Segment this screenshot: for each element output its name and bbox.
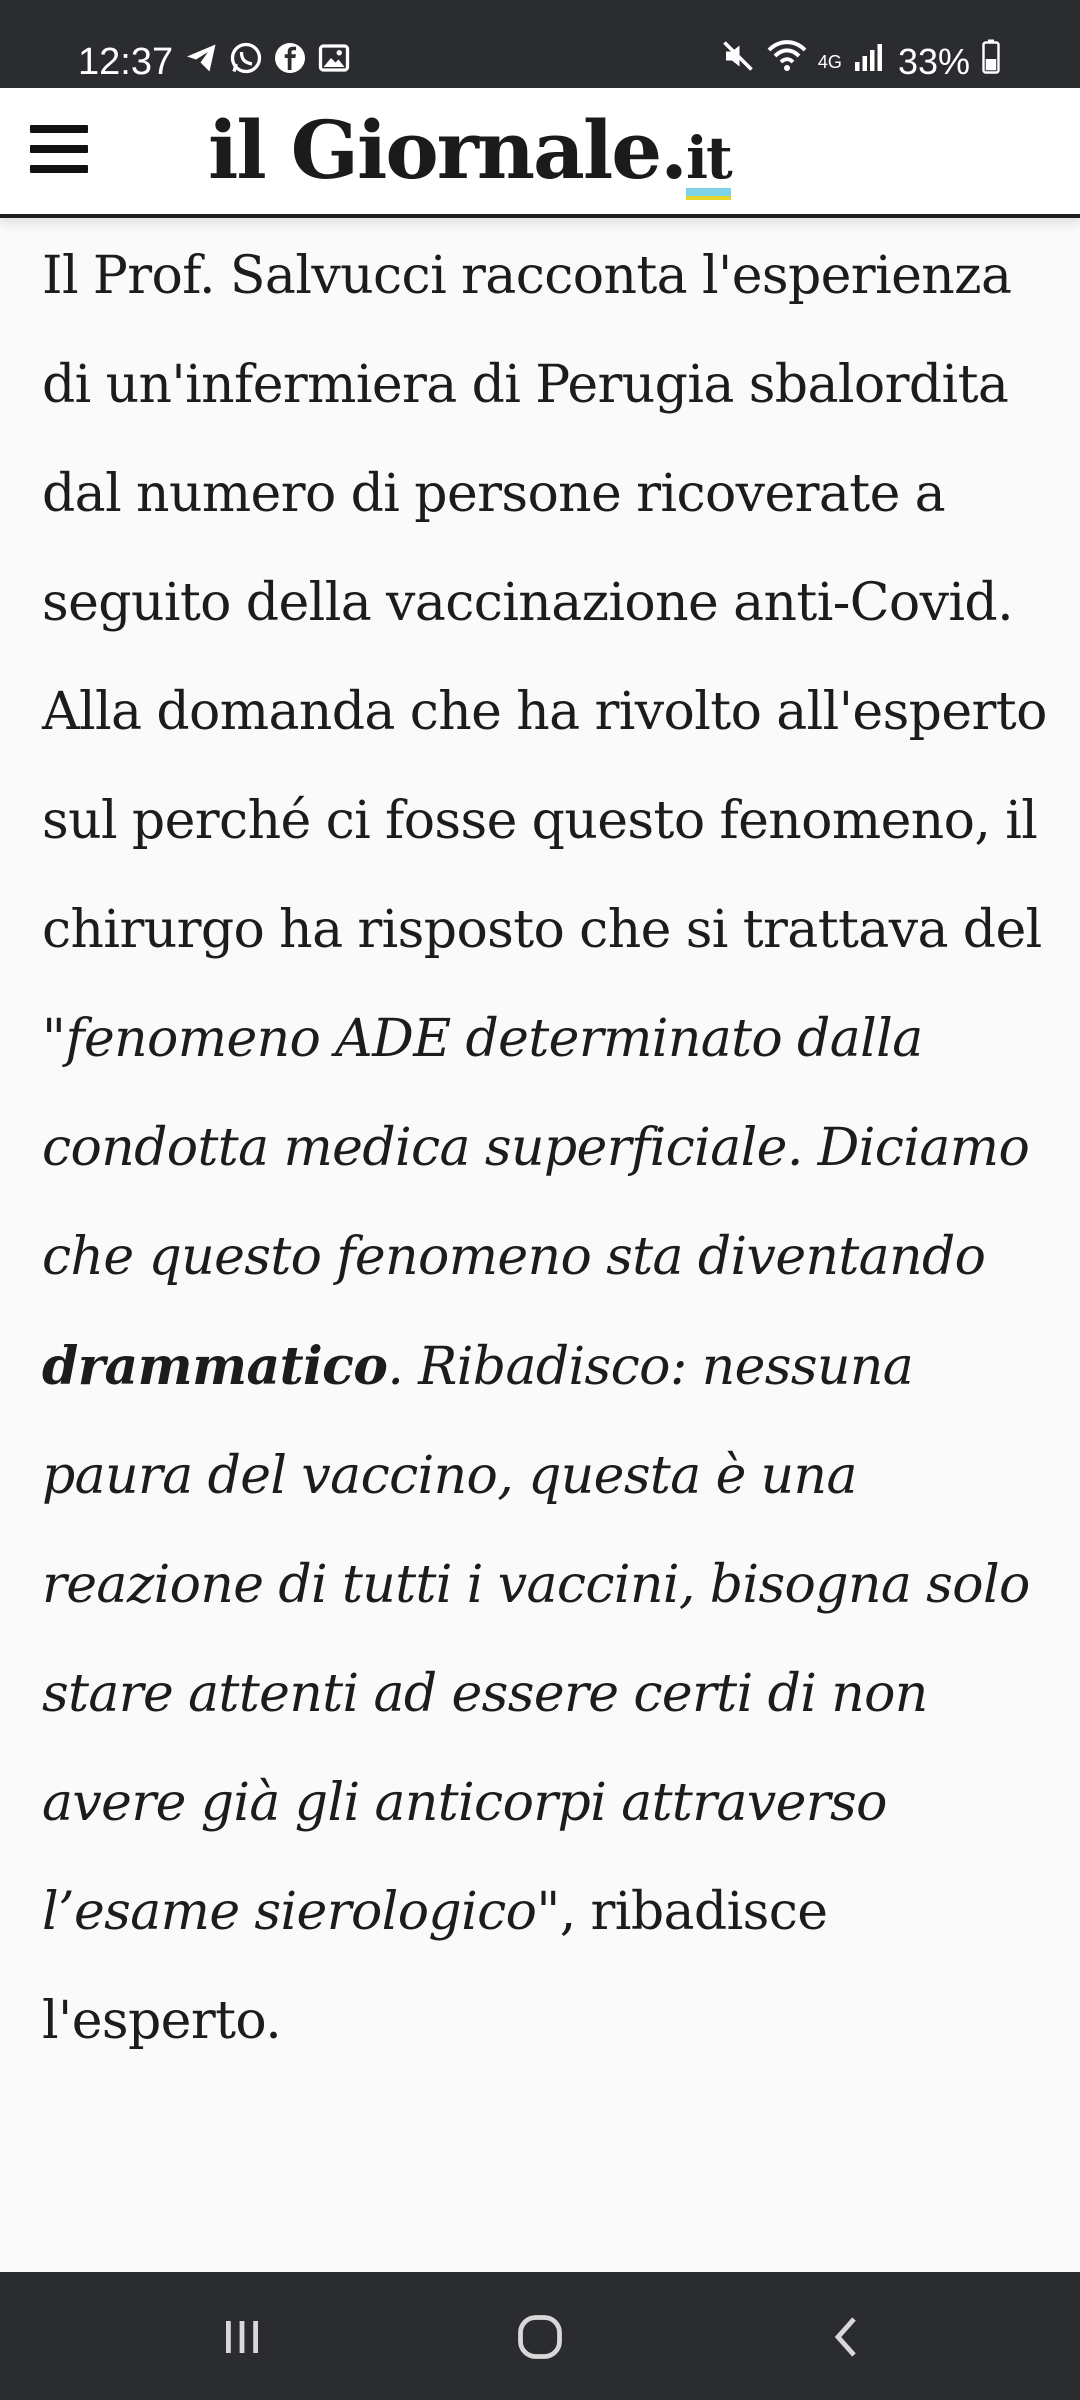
article-body — [42, 222, 1052, 2076]
article-paragraph — [42, 222, 1052, 2076]
status-time: 12:37 — [78, 41, 174, 83]
navigation-bar — [0, 2272, 1080, 2400]
site-logo[interactable] — [208, 98, 731, 202]
logo-name: il Giornale — [208, 103, 661, 197]
mute-icon — [720, 38, 756, 86]
recent-apps-icon[interactable] — [202, 2302, 282, 2372]
status-notification-icons — [184, 40, 352, 81]
whatsapp-icon — [228, 40, 264, 81]
home-icon[interactable] — [500, 2302, 580, 2372]
wifi-icon — [766, 38, 808, 86]
next-paragraph-cutoff — [42, 2232, 1052, 2272]
gallery-icon — [316, 40, 352, 81]
quote-text: fenomeno ADE determinato dalla condotta medica superficiale. Diciamo che questo fenomeno sta diventando — [42, 1009, 1030, 1287]
quote-bold-word: drammatico — [42, 1336, 388, 1397]
logo-dot: . — [660, 103, 686, 197]
paragraph-ending: ", ribadisce l'esperto. — [42, 1882, 828, 2051]
facebook-icon — [272, 40, 308, 81]
paragraph-text: Il Prof. Salvucci racconta l'esperienza di un'infermiera di Perugia sbalordita dal numero di persone ricoverate a seguito della vaccinazione anti-Covid. Alla domanda che ha rivolto all'esperto sul perché ci fosse questo fenomeno, il chirurgo ha risposto che si trattava del " — [42, 246, 1047, 1069]
hamburger-menu-icon[interactable] — [30, 121, 88, 177]
telegram-icon — [184, 40, 220, 81]
status-system-icons — [720, 38, 1002, 86]
signal-icon — [852, 38, 888, 86]
battery-percentage: 33% — [897, 41, 970, 82]
status-bar — [0, 0, 1080, 88]
quote-text-continued: . Ribadisco: nessuna paura del vaccino, questa è una reazione di tutti i vaccini, bisogna solo stare attenti ad essere certi di non avere già gli anticorpi attraverso l’esame sierologico — [42, 1337, 1030, 1942]
logo-tld: it — [686, 128, 731, 196]
network-type-label: 4G — [817, 52, 842, 72]
back-icon[interactable] — [808, 2302, 888, 2372]
battery-icon — [980, 38, 1002, 86]
site-header — [0, 88, 1080, 218]
